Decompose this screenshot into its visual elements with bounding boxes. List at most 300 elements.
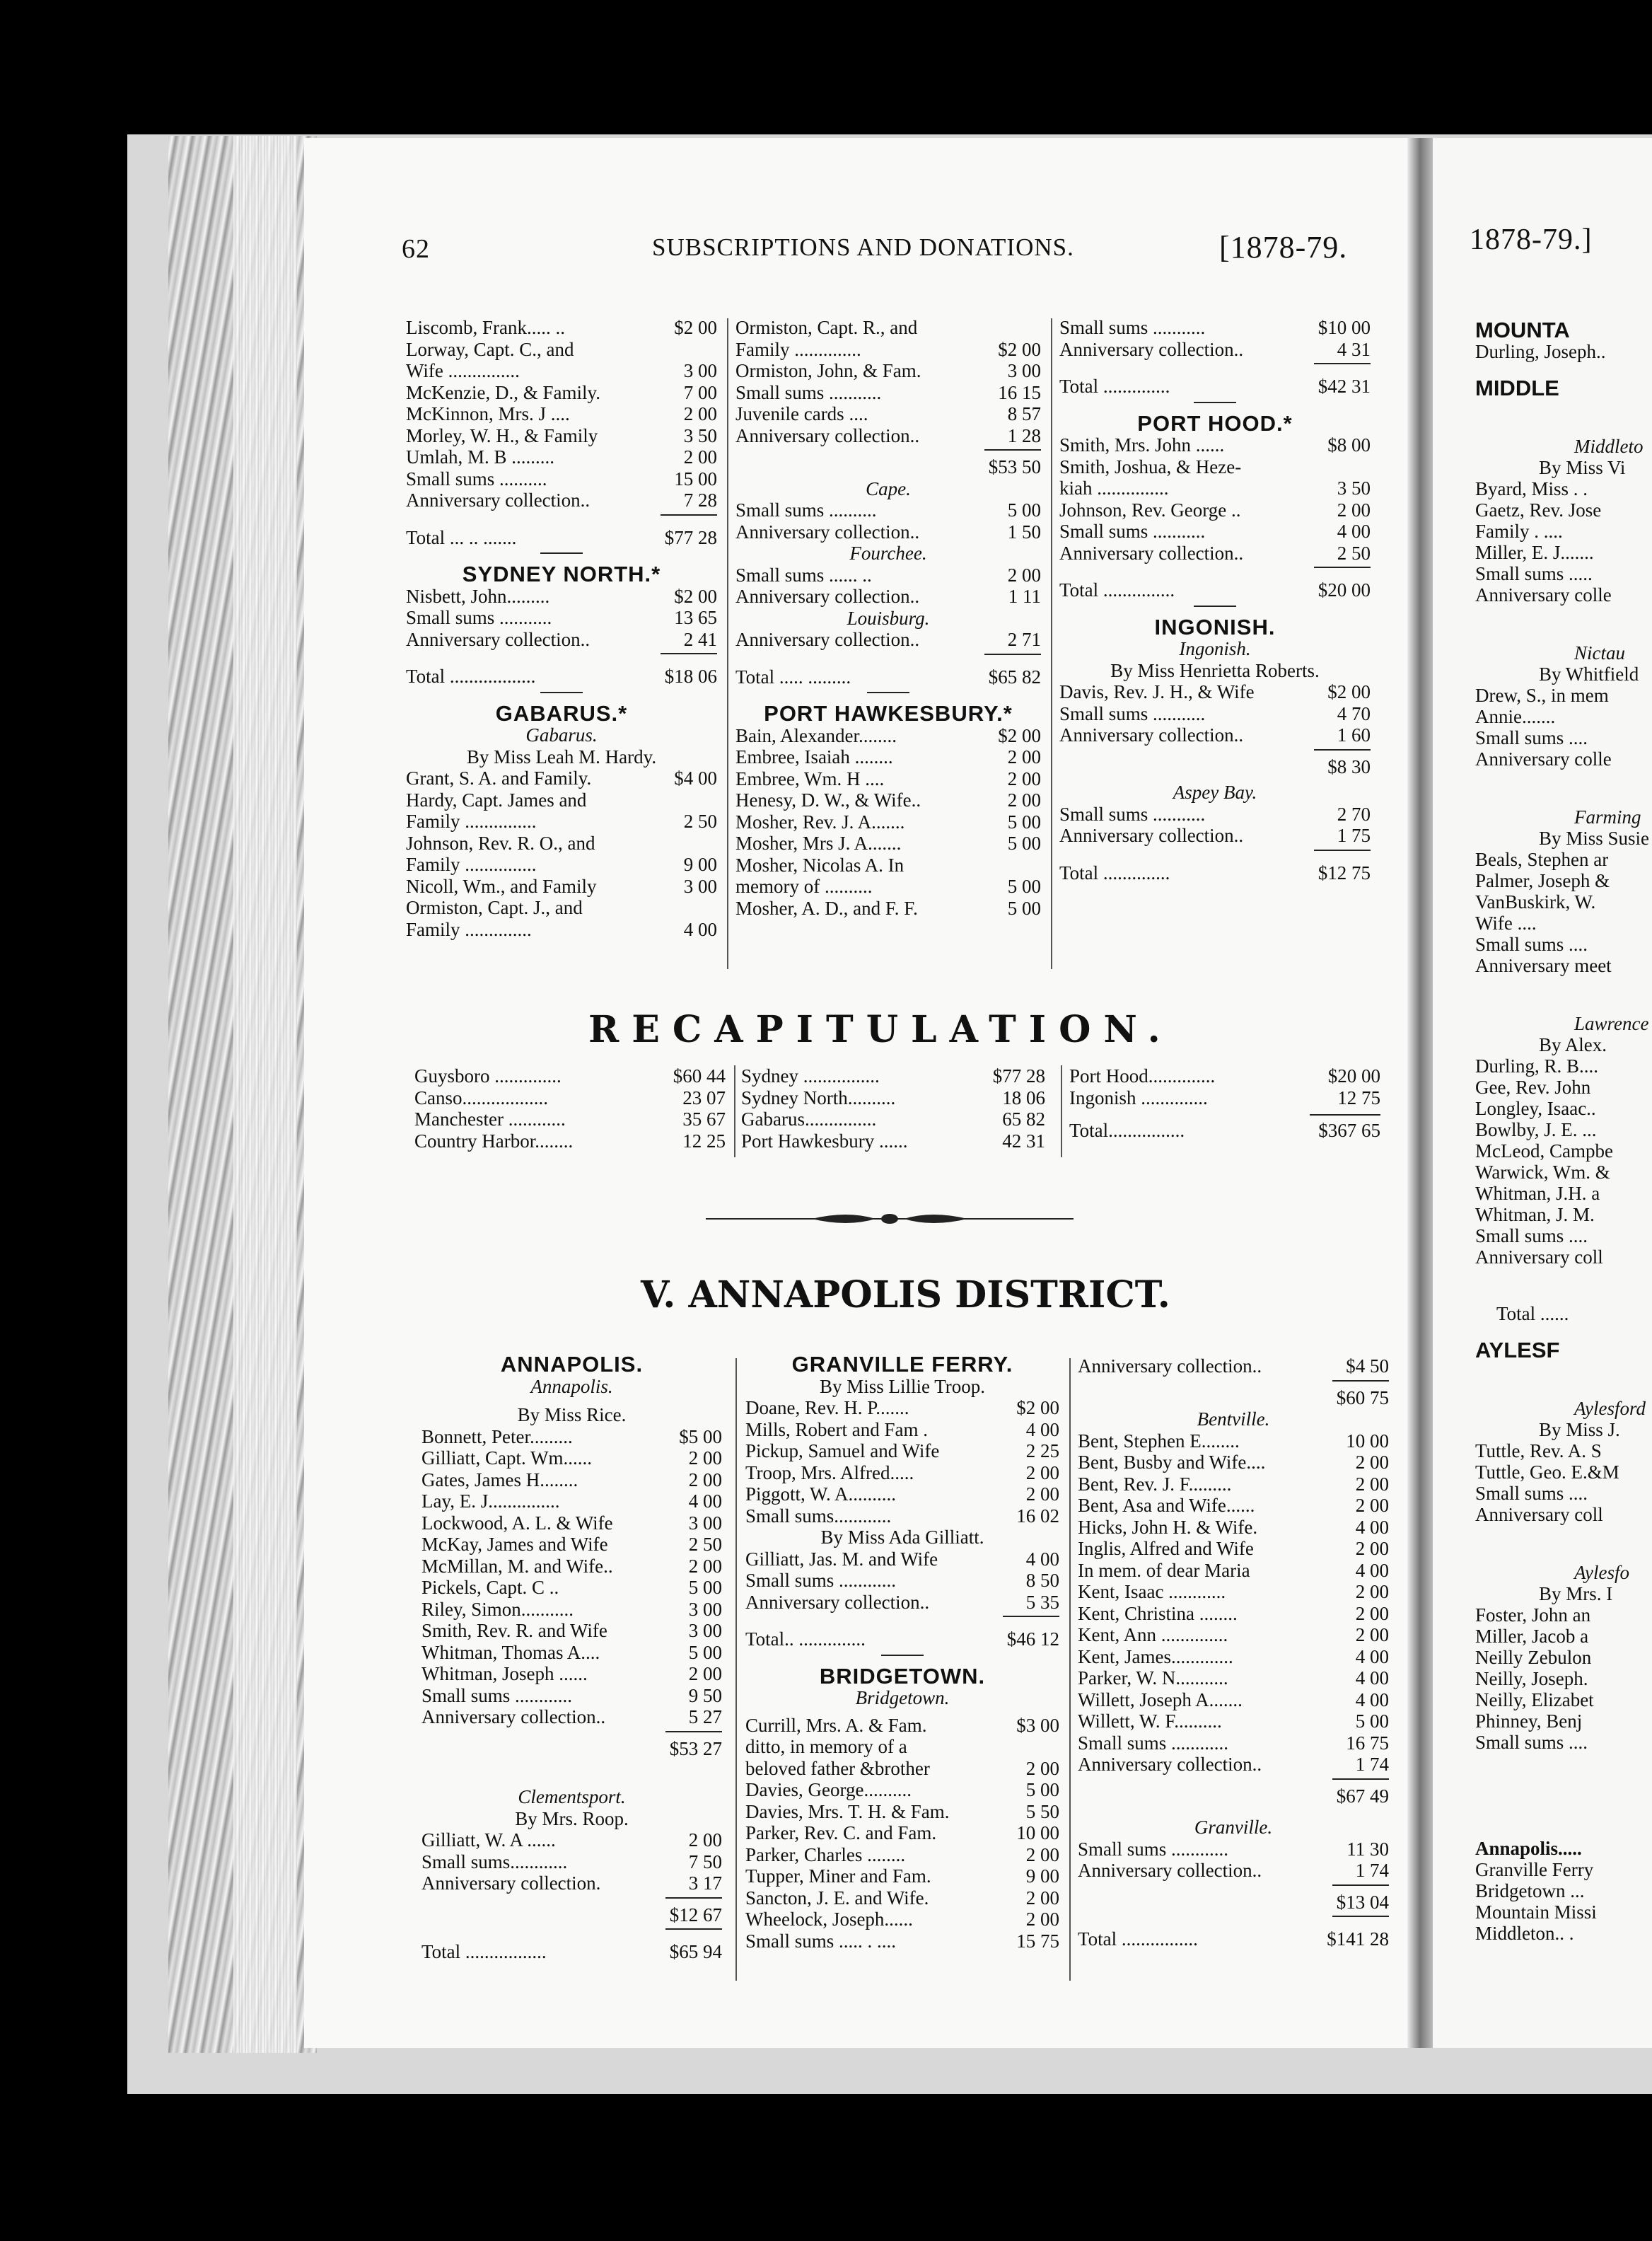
entry-name: Parker, Rev. C. and Fam.: [745, 1822, 937, 1843]
entry-row: [741, 1108, 1045, 1130]
entry-name: Small sums ...........: [1059, 702, 1206, 724]
entry-name: Small sums ..........: [735, 499, 877, 521]
right-page-line: Warwick, Wm. &: [1475, 1162, 1610, 1183]
entry-amount: $77 28: [992, 1065, 1045, 1087]
entry-row: [406, 833, 717, 855]
entry-amount: 5 27: [688, 1706, 722, 1727]
place-name: Annapolis.: [530, 1375, 613, 1397]
subtotal: $53 50: [988, 456, 1041, 477]
entry-row: [735, 521, 1041, 543]
entry-name: Anniversary collection..: [421, 1706, 606, 1727]
entry-row: [745, 1440, 1059, 1462]
entry-name: Embree, Isaiah ........: [735, 746, 893, 768]
entry-amount: [1365, 456, 1371, 478]
entry-name: Bonnett, Peter.........: [421, 1425, 573, 1447]
cape-list: [735, 499, 1041, 543]
entry-row: [735, 768, 1041, 790]
entry-row: [1059, 543, 1371, 564]
entry-amount: 4 00: [683, 918, 717, 940]
entry-row: [1059, 499, 1371, 521]
entry-amount: 4 00: [1355, 1559, 1389, 1581]
entry-name: Sydney ................: [741, 1065, 880, 1087]
entry-name: Sancton, J. E. and Wife.: [745, 1887, 929, 1909]
column-3: [1059, 317, 1371, 884]
entry-amount: 2 00: [688, 1555, 722, 1577]
entry-name: McMillan, M. and Wife..: [421, 1555, 613, 1577]
right-page-line: Gee, Rev. John: [1475, 1077, 1591, 1098]
annapolis-list: [421, 1426, 722, 1728]
entry-amount: 7 50: [688, 1851, 722, 1872]
right-page-line: Miller, E. J.......: [1475, 542, 1594, 563]
entry-amount: 35 67: [682, 1108, 726, 1130]
entry-amount: $2 00: [1016, 1397, 1059, 1418]
entry-amount: 2 50: [688, 1534, 722, 1555]
entry-row: [1078, 1603, 1389, 1625]
entry-row: [414, 1065, 726, 1087]
right-page-line: Anniversary coll: [1475, 1246, 1603, 1268]
entry-amount: 2 00: [1007, 746, 1041, 768]
entry-row: [1059, 317, 1371, 339]
entry-row: [1059, 456, 1371, 478]
entry-name: Piggott, W. A..........: [745, 1483, 897, 1505]
section-heading: PORT HOOD.*: [1137, 410, 1293, 436]
collector: By Miss Ada Gilliatt.: [820, 1527, 984, 1548]
entry-name: Port Hood..............: [1069, 1065, 1216, 1087]
entry-row: [406, 403, 717, 425]
entry-amount: 18 06: [1002, 1087, 1045, 1108]
right-page-line: Small sums .....: [1475, 563, 1593, 584]
lower-column-3: [1078, 1355, 1389, 1950]
entry-amount: 15 75: [1016, 1930, 1059, 1952]
separator: [1194, 402, 1236, 403]
entry-row: [1078, 1838, 1389, 1860]
entry-name: Henesy, D. W., & Wife..: [735, 789, 921, 811]
entry-amount: 4 00: [1355, 1689, 1389, 1710]
column-divider: [1051, 318, 1052, 969]
entry-row: [406, 586, 717, 608]
entry-amount: [711, 789, 717, 811]
entry-row: [1059, 434, 1371, 456]
recap-column-2: [741, 1065, 1045, 1152]
section-heading: BRIDGETOWN.: [819, 1663, 986, 1689]
entry-name: Ormiston, Capt. R., and: [735, 317, 918, 338]
entry-name: Guysboro ..............: [414, 1065, 562, 1087]
entry-row: [735, 499, 1041, 521]
right-page-line: Granville Ferry: [1475, 1859, 1594, 1880]
entry-name: Manchester ............: [414, 1108, 566, 1130]
right-page-line: Foster, John an: [1475, 1604, 1591, 1626]
entry-row: [745, 1715, 1059, 1737]
right-page-line: By Whitfield: [1539, 664, 1639, 685]
entry-name: Small sums............: [745, 1505, 892, 1527]
right-page-line: MIDDLE: [1475, 376, 1559, 400]
entry-row: [745, 1397, 1059, 1419]
section-heading: PORT HAWKESBURY.*: [764, 701, 1013, 726]
right-page-line: Neilly, Joseph.: [1475, 1668, 1588, 1689]
entry-row: [421, 1620, 722, 1642]
rule: [1332, 1778, 1389, 1780]
right-page-line: By Miss Vi: [1539, 457, 1626, 478]
entry-row: [421, 1512, 722, 1534]
entry-amount: 5 00: [688, 1641, 722, 1663]
entry-row: [745, 1801, 1059, 1823]
entry-name: Johnson, Rev. R. O., and: [406, 832, 595, 854]
right-page-year: 1878-79.]: [1470, 224, 1593, 256]
entry-name: Embree, Wm. H ....: [735, 768, 885, 789]
right-page-line: AYLESF: [1475, 1338, 1560, 1362]
entry-row: [406, 360, 717, 382]
entry-name: Mosher, Rev. J. A.......: [735, 811, 905, 833]
right-page-line: Lawrence: [1574, 1013, 1649, 1034]
entry-amount: 1 11: [1008, 586, 1041, 607]
entry-name: Wheelock, Joseph......: [745, 1909, 913, 1930]
entry-row: [1078, 1560, 1389, 1582]
entry-name: Hardy, Capt. James and: [406, 789, 587, 811]
entry-amount: $5 00: [679, 1425, 722, 1447]
entry-amount: 2 00: [1007, 564, 1041, 586]
entry-row: [406, 446, 717, 468]
entry-name: Small sums ..... . ....: [745, 1930, 897, 1952]
entry-row: [745, 1483, 1059, 1505]
rule: [665, 1731, 722, 1732]
separator: [540, 552, 583, 554]
ingonish-list: [1059, 681, 1371, 746]
entry-amount: $20 00: [1327, 1065, 1380, 1087]
entry-name: Kent, Ann ..............: [1078, 1624, 1228, 1645]
clementsport-list: [421, 1829, 722, 1894]
entry-name: McKay, James and Wife: [421, 1534, 608, 1555]
entry-amount: 15 00: [674, 468, 717, 490]
collector: By Mrs. Roop.: [515, 1807, 629, 1829]
right-page-line: McLeod, Campbe: [1475, 1140, 1613, 1162]
entry-amount: 4 31: [1337, 338, 1371, 360]
entry-amount: [1035, 855, 1041, 876]
entry-amount: 1 60: [1337, 724, 1371, 746]
entry-name: kiah ...............: [1059, 477, 1169, 499]
entry-row: [745, 1736, 1059, 1758]
entry-amount: $2 00: [998, 724, 1041, 746]
entry-row: [1059, 825, 1371, 847]
entry-row: [421, 1685, 722, 1707]
entry-row: [406, 768, 717, 789]
subtotal: $8 30: [1327, 755, 1371, 777]
entry-amount: $3 00: [1016, 1714, 1059, 1736]
entry-name: Lay, E. J...............: [421, 1490, 560, 1512]
subtotal: $67 49: [1336, 1785, 1389, 1807]
entry-row: [421, 1490, 722, 1512]
total-row: Total.. .............. $46 12: [745, 1628, 1059, 1650]
rule: [1314, 567, 1371, 568]
separator: [540, 692, 583, 693]
entry-row: [1078, 1624, 1389, 1646]
entry-amount: [711, 339, 717, 361]
entry-row: [1078, 1430, 1389, 1452]
entry-amount: 65 82: [1002, 1108, 1045, 1130]
entry-row: [735, 898, 1041, 920]
entry-amount: 2 50: [1337, 542, 1371, 564]
entry-amount: 12 75: [1337, 1087, 1380, 1108]
entry-row: [1059, 521, 1371, 543]
entry-name: Inglis, Alfred and Wife: [1078, 1538, 1254, 1559]
entry-amount: 2 00: [1355, 1624, 1389, 1645]
entry-name: Anniversary collection..: [745, 1591, 930, 1613]
recap-column-1: [414, 1065, 726, 1152]
entry-row: [1059, 339, 1371, 361]
entry-amount: 5 00: [1007, 897, 1041, 919]
book-gutter: [1407, 138, 1433, 2048]
entry-name: ditto, in memory of a: [745, 1736, 907, 1757]
right-page-line: Anniversary colle: [1475, 748, 1612, 770]
place-name: Cape.: [866, 477, 911, 499]
entry-name: Parker, Charles ........: [745, 1843, 906, 1865]
entry-amount: 5 00: [1025, 1779, 1059, 1800]
right-page-line: Phinney, Benj: [1475, 1710, 1583, 1732]
entry-row: [406, 789, 717, 811]
entry-name: Smith, Rev. R. and Wife: [421, 1620, 607, 1641]
entry-name: Small sums ...........: [1059, 521, 1206, 542]
entry-name: Anniversary collection.: [421, 1872, 601, 1894]
entry-amount: 2 00: [688, 1469, 722, 1490]
entry-amount: 5 00: [1007, 499, 1041, 521]
entry-name: Willett, Joseph A.......: [1078, 1689, 1243, 1710]
rule: [1310, 1114, 1380, 1116]
entry-row: [1069, 1065, 1380, 1087]
entry-amount: 3 00: [688, 1598, 722, 1620]
entry-name: Mosher, Nicolas A. In: [735, 854, 904, 876]
entry-name: Anniversary collection..: [406, 628, 591, 650]
entry-amount: 4 00: [688, 1490, 722, 1512]
right-page-line: Longley, Isaac..: [1475, 1098, 1596, 1119]
entry-row: [745, 1505, 1059, 1527]
entry-name: Johnson, Rev. George ..: [1059, 499, 1241, 521]
right-page-line: Neilly, Elizabet: [1475, 1689, 1594, 1710]
entry-row: [421, 1556, 722, 1577]
cape-breton-list-1: [406, 317, 717, 511]
column-divider: [1069, 1358, 1071, 1981]
entry-name: Anniversary collection..: [735, 629, 920, 650]
entry-row: [745, 1592, 1059, 1614]
entry-amount: 16 02: [1016, 1505, 1059, 1527]
gabarus-list: [406, 768, 717, 940]
ornamental-divider: [706, 1206, 1074, 1232]
entry-amount: 10 00: [1346, 1430, 1389, 1452]
entry-amount: $4 00: [674, 768, 717, 789]
entry-name: Anniversary collection..: [406, 490, 591, 511]
entry-row: [414, 1108, 726, 1130]
entry-name: Gilliatt, W. A ......: [421, 1829, 556, 1851]
recap-heading: RECAPITULATION.: [588, 1008, 1173, 1051]
section-heading: GRANVILLE FERRY.: [791, 1352, 1013, 1377]
column-2: [735, 317, 1041, 919]
entry-amount: $4 50: [1346, 1355, 1389, 1377]
page-year: [1878-79.: [1219, 230, 1348, 265]
right-page-line: Total ......: [1496, 1303, 1569, 1324]
entry-row: [745, 1462, 1059, 1484]
entry-name: Ingonish ..............: [1069, 1087, 1208, 1108]
entry-row: [745, 1779, 1059, 1801]
entry-name: Country Harbor........: [414, 1130, 574, 1152]
entry-amount: 2 00: [1025, 1483, 1059, 1505]
right-page-line: Small sums ....: [1475, 1225, 1588, 1246]
entry-row: [406, 490, 717, 511]
entry-row: [745, 1909, 1059, 1930]
entry-amount: 2 00: [688, 1663, 722, 1684]
entry-row: [406, 425, 717, 447]
bridgetown-list: [745, 1715, 1059, 1952]
entry-row: [745, 1844, 1059, 1866]
column-divider: [727, 318, 728, 969]
entry-amount: $2 00: [998, 338, 1041, 360]
entry-row: [735, 339, 1041, 361]
entry-amount: 5 50: [1025, 1800, 1059, 1822]
total-row: Total ................. $65 94: [421, 1941, 722, 1962]
entry-row: [1078, 1473, 1389, 1495]
entry-name: Kent, Christina ........: [1078, 1602, 1238, 1624]
entry-amount: 3 00: [1007, 360, 1041, 381]
entry-row: [1078, 1667, 1389, 1689]
right-page-line: Tuttle, Rev. A. S: [1475, 1440, 1602, 1461]
entry-amount: 2 00: [683, 446, 717, 468]
entry-amount: 1 75: [1337, 825, 1371, 846]
entry-amount: [1054, 1736, 1059, 1758]
right-page-line: Anniversary colle: [1475, 584, 1612, 606]
entry-row: [735, 789, 1041, 811]
entry-name: McKenzie, D., & Family.: [406, 381, 600, 403]
entry-amount: 2 00: [1025, 1887, 1059, 1909]
right-page-line: Family . ....: [1475, 521, 1563, 542]
entry-name: Troop, Mrs. Alfred.....: [745, 1461, 914, 1483]
entry-name: Small sums ..........: [406, 468, 547, 490]
page-title: SUBSCRIPTIONS AND DONATIONS.: [652, 233, 1074, 261]
entry-name: Anniversary collection..: [1059, 724, 1244, 746]
right-page-line: Nictau: [1574, 642, 1625, 664]
entry-name: Mosher, Mrs J. A.......: [735, 833, 902, 854]
right-page-line: By Mrs. I: [1539, 1583, 1613, 1604]
bentville-list: [1078, 1430, 1389, 1776]
recap-total-row: Total................ $367 65: [1069, 1120, 1380, 1141]
entry-amount: $2 00: [674, 585, 717, 607]
entry-row: [735, 382, 1041, 404]
entry-name: Canso..................: [414, 1087, 548, 1108]
separator: [867, 692, 909, 693]
right-page-line: VanBuskirk, W.: [1475, 891, 1596, 913]
ormiston-list: [735, 317, 1041, 446]
entry-amount: 2 00: [1007, 789, 1041, 811]
entry-row: [735, 360, 1041, 382]
right-page-line: Annapolis.....: [1475, 1838, 1582, 1859]
entry-amount: 10 00: [1016, 1822, 1059, 1843]
right-page-line: Aylesfo: [1574, 1562, 1629, 1583]
entry-name: Anniversary collection..: [1059, 338, 1244, 360]
right-page-line: Neilly Zebulon: [1475, 1647, 1592, 1668]
entry-row: [745, 1758, 1059, 1780]
rule: [1003, 1616, 1059, 1617]
subtotal: $13 04: [1336, 1891, 1389, 1913]
entry-amount: 2 71: [1007, 629, 1041, 650]
granville-ferry-list-2: [745, 1548, 1059, 1614]
entry-amount: 7 00: [683, 381, 717, 403]
entry-amount: [711, 897, 717, 919]
entry-row: [735, 586, 1041, 608]
right-page-line: Whitman, J. M.: [1475, 1204, 1595, 1225]
right-page-line: Middleton.. .: [1475, 1923, 1574, 1944]
entry-amount: 2 00: [688, 1829, 722, 1851]
entry-name: Sydney North..........: [741, 1087, 896, 1108]
entry-amount: 16 75: [1346, 1732, 1389, 1754]
column-divider: [734, 1065, 735, 1157]
recap-list-1: [414, 1065, 726, 1152]
fourchee-list: [735, 564, 1041, 608]
right-page-line: Gaetz, Rev. Jose: [1475, 499, 1602, 521]
rule: [1332, 1380, 1389, 1382]
entry-row: [421, 1577, 722, 1599]
entry-row: [421, 1469, 722, 1491]
entry-name: Bent, Rev. J. F.........: [1078, 1473, 1232, 1495]
rule: [1332, 1916, 1389, 1917]
rule: [984, 654, 1041, 655]
entry-row: [745, 1865, 1059, 1887]
entry-amount: 2 25: [1025, 1440, 1059, 1461]
entry-name: Small sums ............: [1078, 1838, 1229, 1860]
entry-name: Wife ...............: [406, 360, 520, 381]
entry-row: [1059, 703, 1371, 725]
collector: By Miss Leah M. Hardy.: [466, 746, 657, 768]
lower-column-2: [745, 1344, 1059, 1952]
right-page-line: By Miss Susie: [1539, 828, 1650, 849]
entry-amount: 3 50: [1337, 477, 1371, 499]
subtotal: $53 27: [669, 1737, 722, 1759]
entry-row: [421, 1851, 722, 1873]
entry-name: Family ..............: [406, 918, 532, 940]
entry-name: Small sums ...........: [1059, 317, 1206, 338]
section-heading: INGONISH.: [1154, 614, 1276, 639]
port-hood-list: [1059, 434, 1371, 564]
entry-name: Riley, Simon...........: [421, 1598, 574, 1620]
entry-row: [1078, 1732, 1389, 1754]
entry-amount: 23 07: [682, 1087, 726, 1108]
entry-amount: 2 00: [683, 403, 717, 424]
district-heading: V. ANNAPOLIS DISTRICT.: [641, 1273, 1170, 1316]
entry-name: Family ...............: [406, 811, 537, 832]
collector: By Miss Lillie Troop.: [819, 1375, 986, 1397]
entry-row: [406, 854, 717, 876]
entry-row: [1078, 1452, 1389, 1473]
entry-row: [421, 1447, 722, 1469]
right-page-line: Small sums ....: [1475, 1732, 1588, 1753]
entry-name: In mem. of dear Maria: [1078, 1559, 1250, 1581]
entry-amount: 11 30: [1346, 1838, 1389, 1860]
entry-amount: 2 00: [1355, 1581, 1389, 1602]
rule: [665, 1897, 722, 1899]
entry-amount: 5 00: [1355, 1710, 1389, 1732]
entry-amount: 4 00: [1355, 1516, 1389, 1538]
entry-row: [406, 876, 717, 898]
rule: [984, 449, 1041, 451]
right-page-line: Byard, Miss . .: [1475, 478, 1588, 499]
rule: [661, 514, 717, 516]
entry-row: [406, 897, 717, 919]
place-name: Clementsport.: [518, 1786, 626, 1807]
entry-amount: 3 00: [688, 1620, 722, 1641]
rule: [1314, 363, 1371, 364]
place-name: Louisburg.: [847, 607, 930, 629]
port-hawkesbury-list: [735, 725, 1041, 920]
entry-amount: 5 35: [1025, 1591, 1059, 1613]
cape-breton-list-3: [1059, 317, 1371, 360]
entry-amount: 8 57: [1007, 403, 1041, 424]
place-name: Bentville.: [1197, 1408, 1270, 1430]
entry-name: Grant, S. A. and Family.: [406, 768, 592, 789]
